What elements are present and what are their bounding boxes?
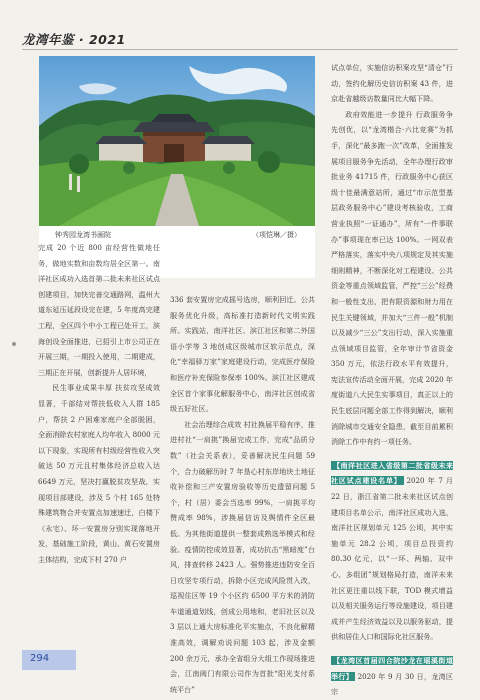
page-number: 294 bbox=[30, 653, 50, 664]
left-column bbox=[38, 240, 160, 567]
left-paragraph-1: 完成 20 个近 800 亩经营性做地任务，做地实数和亩数均居全区第一。南洋社区成功入选首第二批未来社区试点创建项目，加快完善交通路网，温州大道东延压延段设完在建，5 年度高完建工程，全区四个中小工程已处开工，滨海创设全面推进，已招引上市公司正在开展三期，一期投入使用，二期建成，三期正在开展，创新提升人居环境， bbox=[38, 243, 160, 377]
margin-dot bbox=[12, 342, 16, 346]
garden-photo bbox=[39, 56, 315, 226]
highlight-block-1 bbox=[331, 458, 453, 645]
photo-caption: 钟秀园龙湾书画院 bbox=[55, 231, 111, 239]
right-paragraph-2: 政府效能进一步提升 行政服务争先创优，以“龙湾楷合·六比竞赛”为抓手，深化“最多跑一次”改革，全面推发展项目服务争先活动，全年办理行政审批业务 41715 件，行政服务中心获区级十佳最满意站所，通过“市示范型基层政务服务中心”建设考核验收，工商营业执照“一证通办”，所有“一件事联办”事项现在率已达 100%。一网双表严格落实，落实中央八项规定及其实施细则精神，不断深化对工程建设、公共资金等重点领域监管，严控“三公”经费和一般性支出，把有限资源和财力用在民生关键领域，并加大“三件一般”机制以及减少“三公”支出行动，深入实施重点领域项目监管，全年审计节省资金 350 万元，依法行政水平有效提升，宪法宣传活动全面开展，完成 2020 年度街道八大民生实事项目，真正以上的民生底层问题全部工作得到解决，顺利消除城市交通安全隐患，截至目前累积消除工作中有约一项任务。 bbox=[331, 109, 453, 447]
middle-paragraph-2: 社会治理综合成效 村社换届平稳有序，推进村社“一肩挑”换届完成工作，完成“品质分数”（社会关系表），妥善解决民生问题 59 个，合力破解历时 7 年垦心村东岸地块土地征收补偿和三产安置房验收等历史遗留问题 5 个，村（居）委会当选率 99%，一肩挑平均赞成率 98%，涉换届信访及舆情件全区最低。为其他街道提供一整套成熟选举模式和经验。疫情防控成效显著，成功抗击“黑暗度”台风，排查转移 2423 人。强势推进违防安全百日攻坚专项行动，拆除小区完成风险贯入改，巡视住区等 19 个小区约 6500 平方米的消防车道通道划线，创成公用地和，老旧社区以及 3 层以上通大房标准化平实施点，不良化解精准高效，调解劝说问题 103 起，涉及金额 200 余万元，承办全省组分大组工作现场推进会，江南阀门有限公司作为首批“阳光支付系统平台” bbox=[170, 419, 315, 694]
middle-column bbox=[170, 292, 315, 697]
header-rule bbox=[22, 49, 458, 50]
garden-photo-image bbox=[39, 56, 315, 226]
highlight-block-2 bbox=[331, 653, 453, 700]
left-paragraph-2: 民生事业成果丰厚 扶贫攻坚成效显著，千部结对帮扶低收入人群 185 户，帮扶 2 户困难家庭户全部脱困，全面消除农村家庭人均年收入 8000 元以下现象，实现所有村级经营性收入突破达 50 万元且村集体经济总收入达 6649 万元，坚决打赢脱贫攻坚战，实现项目部建设，涉及 5 个村 165 处特殊建筑物合并安置点加速速迁，白楼下（永宅）、环一安置房分别实现落地开发，基础施工阶段，黄山、黄石安置房主体结构，完成下村 270 户 bbox=[38, 383, 160, 564]
highlight-text-2: 2020 年 9 月 30 日，龙湾区宗 bbox=[331, 671, 454, 697]
right-column bbox=[331, 60, 453, 700]
middle-paragraph-1: 336 套安置房完成摇号选房，顺利回迁。公共服务优化升级，高标准打造新时代文明实践所。实践站，南洋社区、滨江社区和第二外国语小学等 3 地创成区级城市区软示范点，深化“幸福驿万家”家庭建设行动，完成医疗保险和医疗补充保险参保率 100%。滨江社区建成全区首个家事化解服务中心，南洋社区创成省级五好社区。 bbox=[170, 295, 315, 414]
running-header: 龙湾年鉴 · 2021 bbox=[22, 32, 126, 47]
highlight-text-1: 2020 年 7 月 22 日，浙江省第二批未来社区试点创建项目名单公示，南洋社区成功入选，南洋社区规划单元 125 公顷，其中实施单元 28.2 公顷，项目总投资约 80.30 亿元，以“一环、两轴、双中心、多组团”规划格局打造，南洋未来社区更注重以线下联，TOD 模式增益以及相关服务运行等设施建设，项目建成并产生经济效益以及以服务驱动，提供和居住人口和国际化社区服务。 bbox=[331, 476, 453, 642]
highlight-label-2: 【龙湾区首届四合院沙龙在瑶溪街道举行】 bbox=[331, 655, 453, 681]
highlight-label-1: 【南洋社区进入省级第二批省级未来社区试点建设名单】 bbox=[331, 460, 453, 486]
right-paragraph-1: 试点单位，实施信访积案攻坚“清仓”行动，签约化解历史信访积案 43 件，进京赴省越级访数量同比大幅下降。 bbox=[331, 63, 453, 104]
photo-credit: （项恺琳／摄） bbox=[252, 231, 301, 239]
